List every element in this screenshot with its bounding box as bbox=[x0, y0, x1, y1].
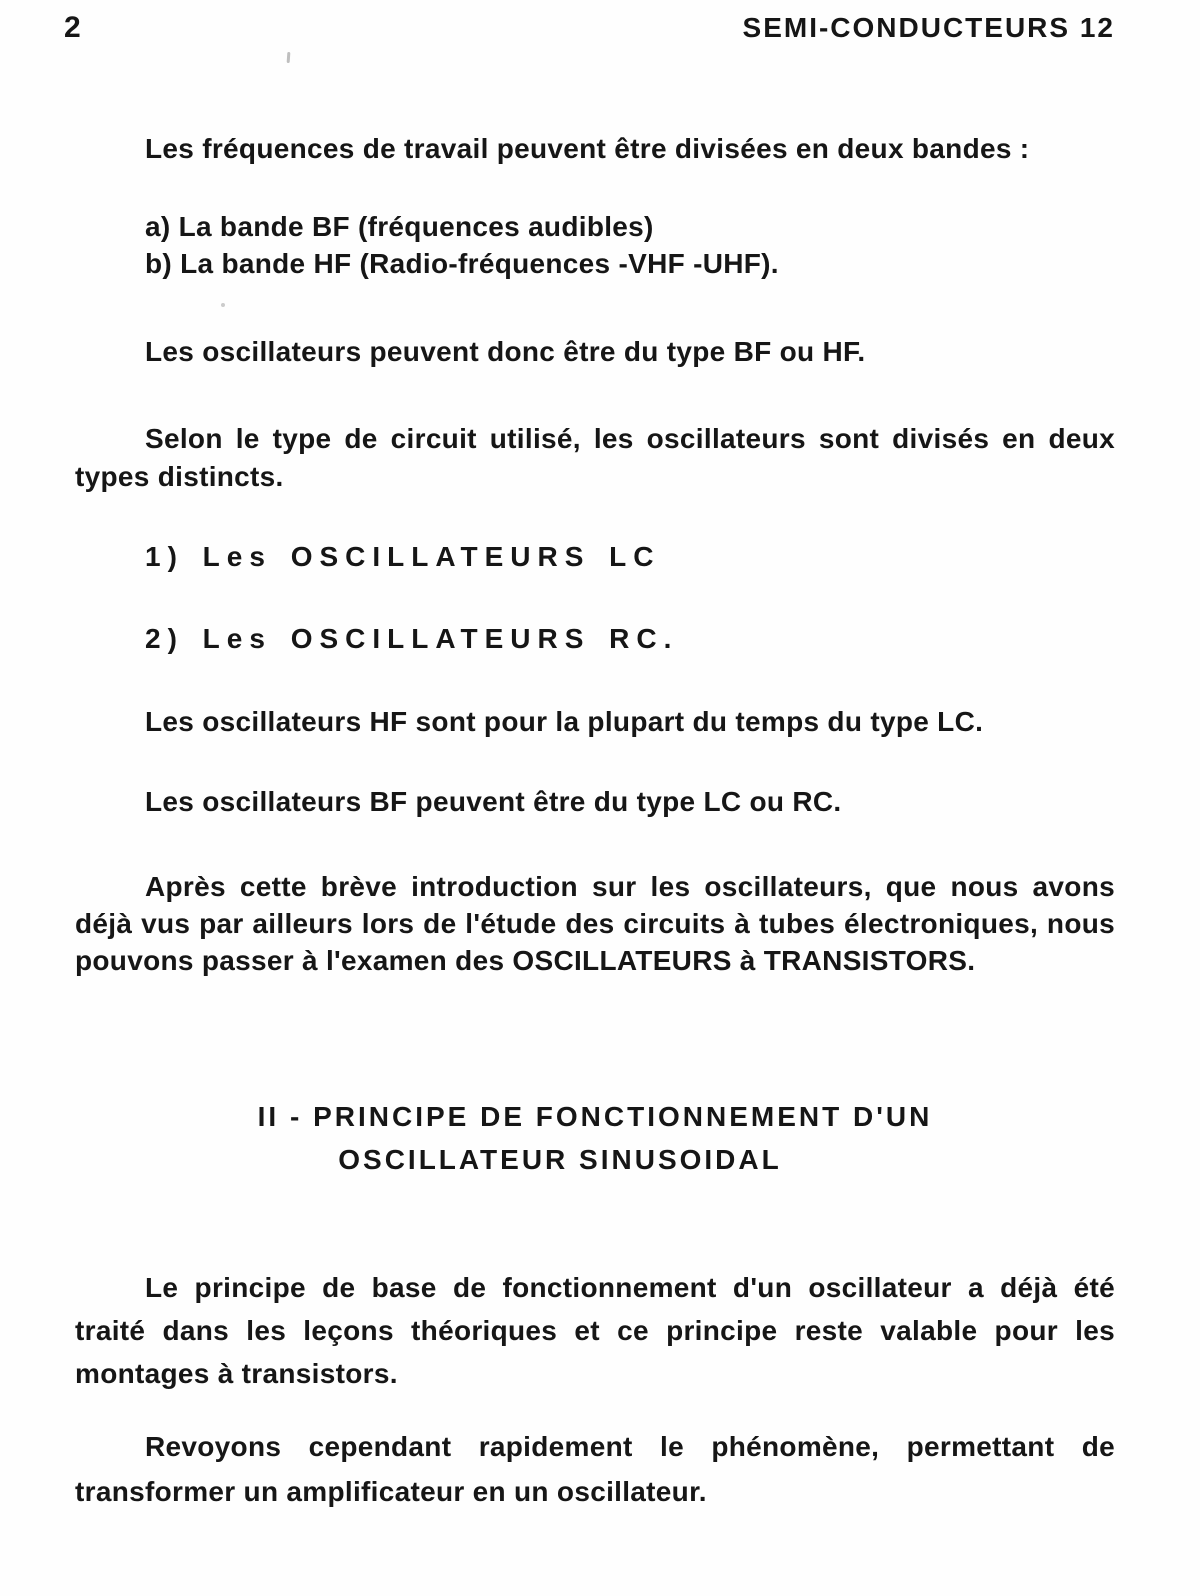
page-header bbox=[64, 10, 1115, 46]
section-heading-line-1: II - PRINCIPE DE FONCTIONNEMENT D'UN bbox=[257, 1101, 933, 1132]
text-line: transformer un amplificateur en un oscillateur. bbox=[75, 1476, 707, 1507]
para-oscillator-types: Les oscillateurs peuvent donc être du type BF ou HF. bbox=[145, 336, 866, 367]
text-line: pouvons passer à l'examen des OSCILLATEURS à TRANSISTORS. bbox=[75, 945, 976, 976]
text-line: montages à transistors. bbox=[75, 1358, 398, 1389]
page-number: 2 bbox=[64, 11, 81, 44]
list-item-1: 1) Les OSCILLATEURS LC bbox=[145, 541, 661, 572]
list-item-b: b) La bande HF (Radio-fréquences -VHF -UHF). bbox=[145, 248, 779, 279]
section-heading bbox=[75, 1095, 1115, 1181]
text-line: Le principe de base de fonctionnement d'un oscillateur a déjà été bbox=[145, 1272, 1115, 1303]
text-line: déjà vus par ailleurs lors de l'étude des circuits à tubes électroniques, nous bbox=[75, 908, 1115, 939]
para-bf: Les oscillateurs BF peuvent être du type LC ou RC. bbox=[145, 786, 842, 817]
list-item-2: 2) Les OSCILLATEURS RC. bbox=[145, 623, 679, 654]
para-selon bbox=[75, 420, 1115, 496]
para-apres bbox=[75, 868, 1115, 979]
para-principe bbox=[75, 1266, 1115, 1395]
text-line: types distincts. bbox=[75, 461, 284, 492]
text-line: Revoyons cependant rapidement le phénomène, permettant de bbox=[145, 1431, 1115, 1462]
para-intro: Les fréquences de travail peuvent être divisées en deux bandes : bbox=[145, 133, 1030, 164]
header-title: SEMI-CONDUCTEURS 12 bbox=[742, 12, 1115, 43]
scan-speck bbox=[221, 303, 225, 307]
para-hf: Les oscillateurs HF sont pour la plupart du temps du type LC. bbox=[145, 706, 984, 737]
section-heading-line-2: OSCILLATEUR SINUSOIDAL bbox=[338, 1144, 782, 1175]
text-line: Selon le type de circuit utilisé, les oscillateurs sont divisés en deux bbox=[145, 423, 1115, 454]
scan-speck bbox=[287, 52, 291, 63]
list-item-a: a) La bande BF (fréquences audibles) bbox=[145, 211, 654, 242]
text-line: traité dans les leçons théoriques et ce principe reste valable pour les bbox=[75, 1315, 1115, 1346]
para-revoyons bbox=[75, 1424, 1115, 1514]
text-line: Après cette brève introduction sur les oscillateurs, que nous avons bbox=[145, 871, 1115, 902]
